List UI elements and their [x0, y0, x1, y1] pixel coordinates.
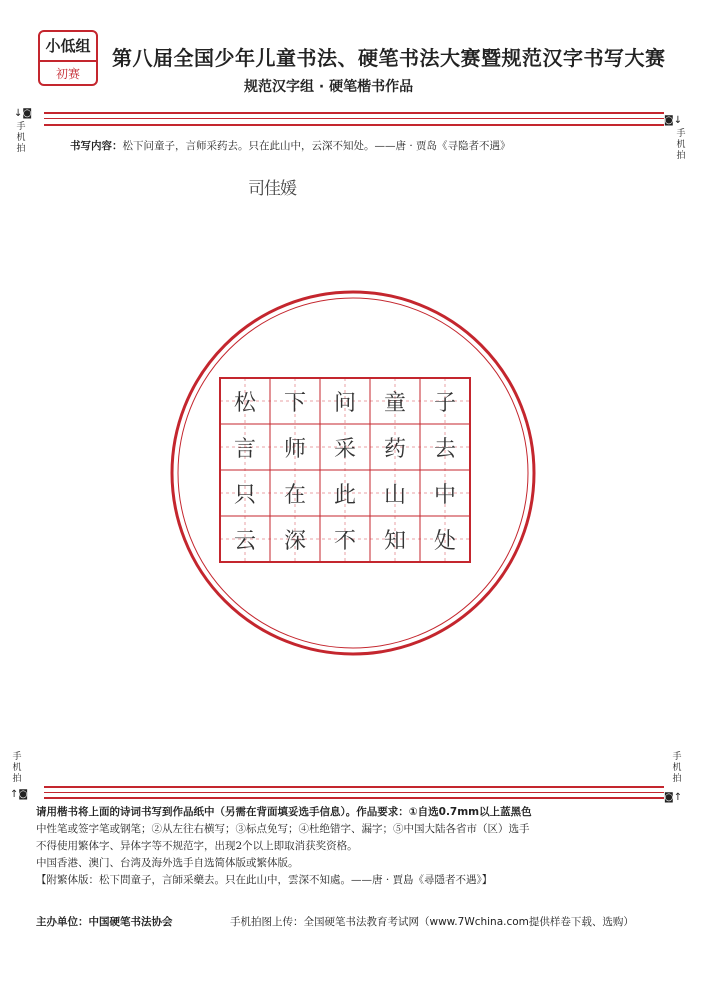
- grid-character: 药: [383, 436, 406, 462]
- camera-icon: ◙: [18, 789, 29, 800]
- writing-content-text: 松下问童子，言师采药去。只在此山中，云深不知处。——唐 · 贾岛《寻隐者不遇》: [122, 140, 511, 152]
- camera-icon: ◙: [22, 108, 33, 119]
- grid-character: 知: [383, 528, 406, 554]
- grid-character: 只: [233, 482, 256, 508]
- grid-character: 去: [433, 436, 456, 462]
- footer-rule-bottom: [44, 797, 664, 799]
- instruction-line-1: 请用楷书将上面的诗词书写到作品纸中（另需在背面填妥选手信息）。作品要求：①自选0.7mm以上蓝黑色: [36, 806, 532, 818]
- grid-character: 云: [233, 528, 256, 554]
- grid-character: 山: [383, 482, 406, 508]
- grid-character: 采: [333, 436, 356, 462]
- camera-icon: ◙: [664, 115, 674, 126]
- instruction-line-4: 中国香港、澳门、台湾及海外选手自选简体版或繁体版。: [36, 857, 299, 869]
- grid-character: 言: [233, 436, 256, 462]
- grid-character: 子: [433, 390, 456, 416]
- instruction-line-2: 中性笔或签字笔或钢笔；②从左往右横写；③标点免写；④杜绝错字、漏字；⑤中国大陆各省市（区）选手: [36, 823, 530, 835]
- photo-label-bottom-left: 手机拍: [12, 752, 22, 784]
- footer-rule-mid: [44, 792, 664, 793]
- instruction-line-5: 【附繁体版：松下問童子，言師采藥去。只在此山中，雲深不知處。——唐 · 賈島《尋隱者不遇》】: [36, 874, 493, 886]
- up-arrow-icon: ↑: [673, 792, 683, 803]
- camera-icon: ◙: [664, 792, 674, 803]
- instruction-line-3: 不得使用繁体字、异体字等不规范字，出现2个以上即取消获奖资格。: [36, 840, 358, 852]
- grid-character: 师: [283, 436, 306, 462]
- footer-rule-top: [44, 786, 664, 788]
- photo-label-top-right: 手机拍: [676, 129, 686, 161]
- grid-character: 深: [283, 528, 306, 554]
- page-title: 第八届全国少年儿童书法、硬笔书法大赛暨规范汉字书写大赛: [112, 46, 666, 70]
- grid-character: 童: [383, 390, 406, 416]
- group-label: 小低组: [40, 32, 96, 62]
- writing-content-label: 书写内容：: [70, 140, 123, 152]
- grid-character: 不: [333, 528, 356, 554]
- instructions: [36, 804, 676, 889]
- grid-character: 中: [433, 482, 456, 508]
- signature: 司佳媛: [248, 179, 296, 199]
- upload-info: 手机拍图上传：全国硬笔书法教育考试网（www.7Wchina.com提供样卷下载、选购）: [230, 916, 634, 928]
- organizer: 主办单位：中国硬笔书法协会: [36, 916, 173, 928]
- down-arrow-icon: ↓: [673, 115, 683, 126]
- camera-mark-bottom-left: [10, 789, 28, 800]
- grid-character: 下: [283, 390, 306, 416]
- page-subtitle: 规范汉字组 · 硬笔楷书作品: [244, 79, 414, 95]
- grid-character: 处: [433, 528, 456, 554]
- photo-label-bottom-right: 手机拍: [672, 752, 682, 784]
- grid-character: 在: [283, 482, 306, 508]
- grid-character: 问: [333, 390, 356, 416]
- grid-character: 此: [333, 482, 356, 508]
- photo-label-top-left: 手机拍: [16, 122, 26, 154]
- stage-label: 初赛: [55, 67, 80, 81]
- camera-mark-bottom-right: [664, 792, 682, 803]
- up-arrow-icon: ↑: [10, 789, 19, 800]
- grid-character: 松: [233, 390, 256, 416]
- down-arrow-icon: ↓: [14, 108, 23, 119]
